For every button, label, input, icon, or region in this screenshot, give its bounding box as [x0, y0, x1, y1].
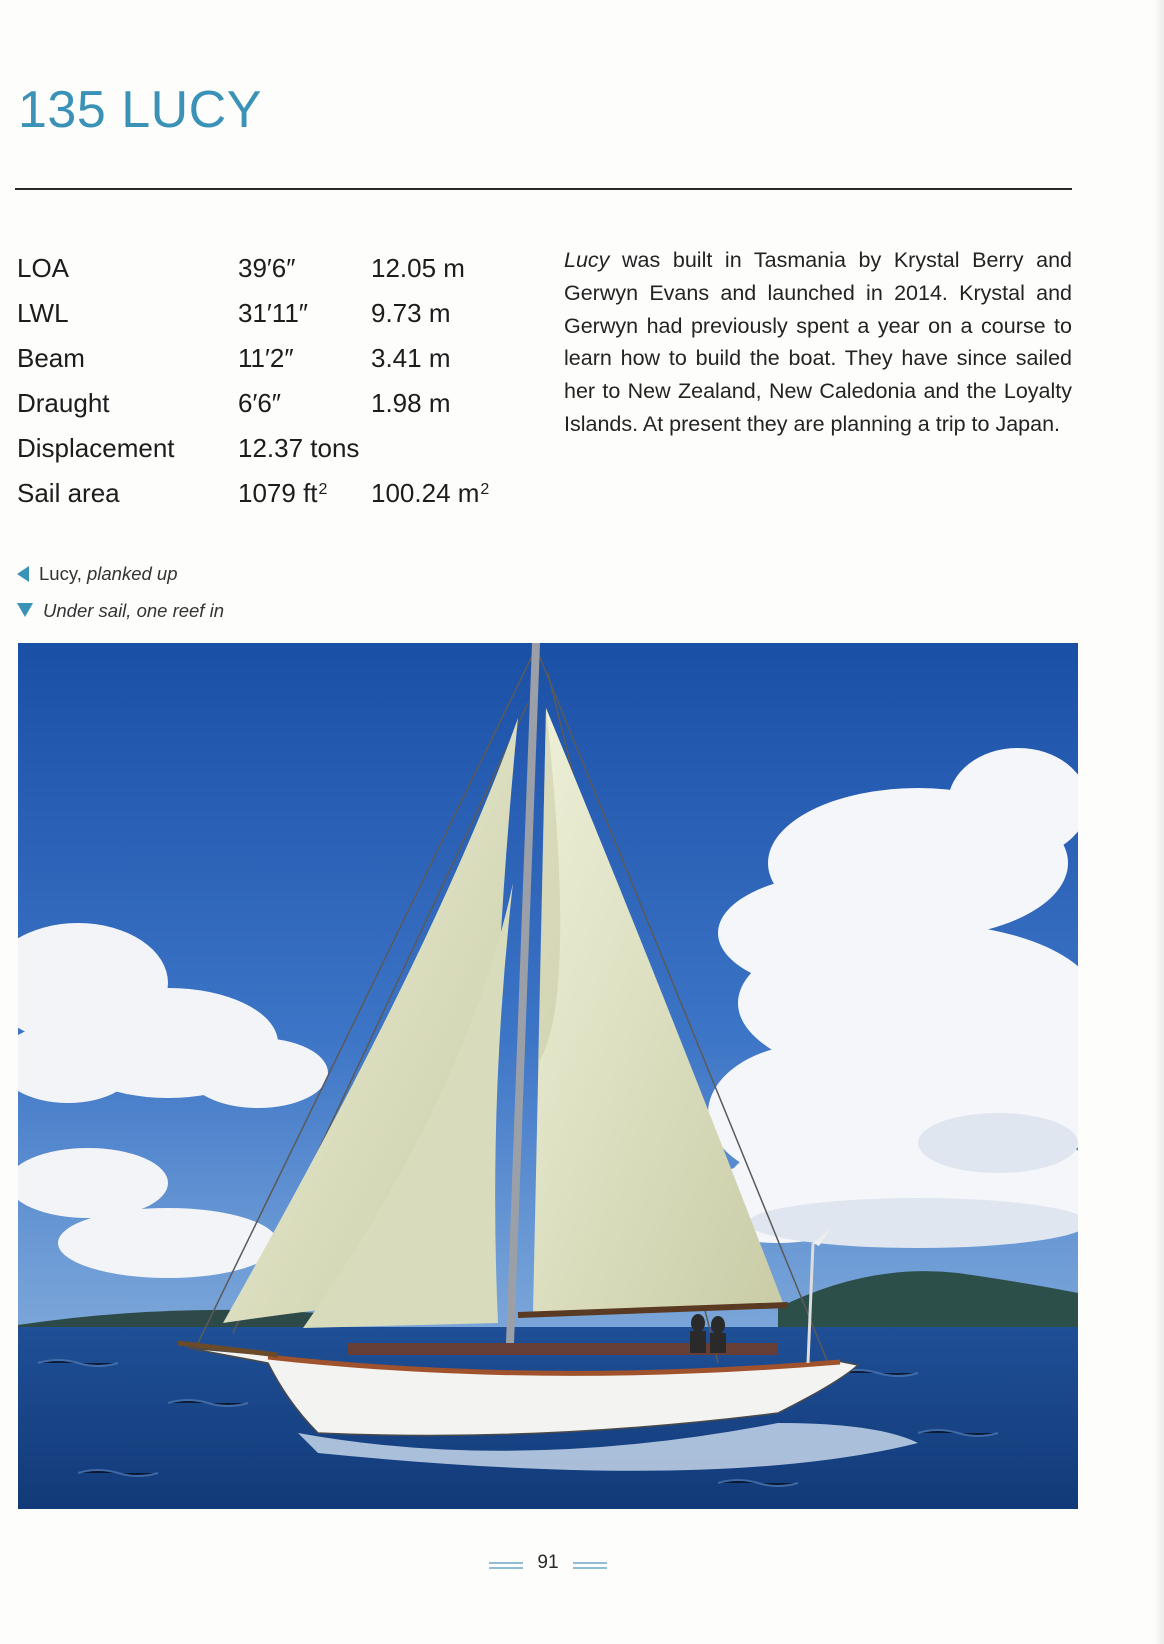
caption-planked-up [17, 561, 224, 598]
spec-imperial-value: 1079 ft [238, 478, 318, 508]
spec-imperial: 31′11″ [238, 298, 308, 328]
page-number: 91 [537, 1552, 559, 1573]
page-title: 135 LUCY [18, 81, 262, 139]
description-text: was built in Tasmania by Krystal Berry and Gerwyn Evans and launched in 2014. Krystal and Gerwyn had previously spent a year on a course to learn how to build the boat. They have since sailed her to New Zealand, New Caledonia and the Loyalty Islands. At present they are planning a trip to Japan. [564, 248, 1072, 436]
spec-imperial: 6′6″ [238, 388, 281, 418]
page-number-block [489, 1552, 607, 1582]
page-edge-shadow [1154, 0, 1164, 1644]
spec-metric: 12.05 m [371, 253, 465, 283]
spec-label: Draught [17, 388, 110, 418]
spec-imperial: 39′6″ [238, 253, 296, 283]
spec-metric [371, 471, 489, 516]
spec-metric-value: 100.24 m [371, 478, 480, 508]
superscript: 2 [318, 481, 328, 498]
distant-hills-right [778, 1271, 1078, 1333]
folio-rule-left [489, 1562, 523, 1569]
spec-label: LOA [17, 253, 70, 283]
spec-label: Displacement [17, 433, 175, 463]
superscript: 2 [480, 481, 490, 498]
caption-plain: Lucy, [39, 563, 87, 584]
spec-metric: 9.73 m [371, 298, 451, 328]
triangle-left-icon [17, 566, 29, 582]
title-rule [15, 188, 1072, 190]
spec-metric: 3.41 m [371, 343, 451, 373]
spec-imperial: 11′2″ [238, 343, 294, 373]
sailing-photo [18, 643, 1078, 1509]
boat-name: Lucy [564, 248, 610, 272]
caption-under-sail [17, 598, 224, 635]
photo-captions [17, 561, 224, 635]
spec-label: LWL [17, 298, 69, 328]
caption-italic: planked up [86, 563, 178, 584]
folio-rule-right [573, 1562, 607, 1569]
spec-label: Beam [17, 343, 85, 373]
triangle-down-icon [17, 603, 33, 617]
caption-italic: Under sail, one reef in [43, 600, 224, 621]
boat-description [564, 244, 1072, 441]
spec-imperial [238, 471, 327, 516]
photo-illustration [18, 643, 1078, 1509]
spec-metric: 1.98 m [371, 388, 451, 418]
spec-label: Sail area [17, 478, 120, 508]
spec-imperial: 12.37 tons [238, 433, 360, 463]
